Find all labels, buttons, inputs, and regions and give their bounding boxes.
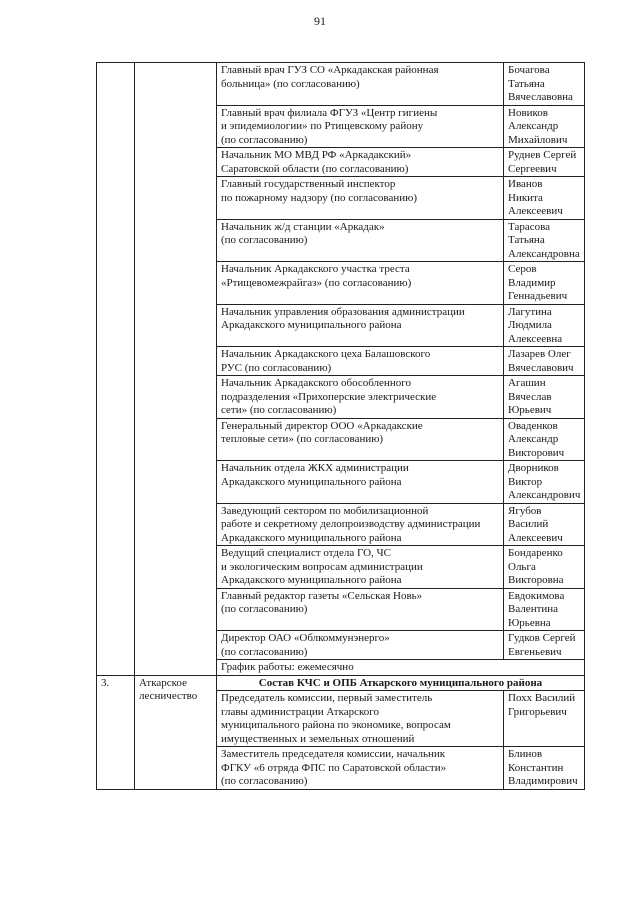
member-position: Заместитель председателя комиссии, начальник ФГКУ «6 отряда ФПС по Саратовской области» (по согласованию)	[217, 747, 504, 790]
member-name: Ягубов Василий Алексеевич	[504, 503, 585, 546]
section-district: Аткарское лесничество	[135, 675, 217, 789]
member-position: Начальник управления образования администрации Аркадакского муниципального района	[217, 304, 504, 347]
member-name: Руднев Сергей Сергеевич	[504, 148, 585, 177]
member-name: Оваденков Александр Викторович	[504, 418, 585, 461]
member-position: Директор ОАО «Облкоммунэнерго» (по согласованию)	[217, 631, 504, 660]
member-position: Начальник Аркадакского обособленного подразделения «Прихоперские электрические сети» (по согласованию)	[217, 376, 504, 419]
member-position: Председатель комиссии, первый заместитель главы администрации Аткарского муниципального района по экономике, вопросам имущественных и земельных отношений	[217, 691, 504, 747]
member-position: Главный редактор газеты «Сельская Новь» (по согласованию)	[217, 588, 504, 631]
member-name: Похх Василий Григорьевич	[504, 691, 585, 747]
district-cell	[135, 63, 217, 676]
page-number: 91	[314, 14, 326, 28]
member-name: Евдокимова Валентина Юрьевна	[504, 588, 585, 631]
member-name: Блинов Константин Владимирович	[504, 747, 585, 790]
member-name: Новиков Александр Михайлович	[504, 105, 585, 148]
member-position: Начальник отдела ЖКХ администрации Аркадакского муниципального района	[217, 461, 504, 504]
member-name: Лагутина Людмила Алексеевна	[504, 304, 585, 347]
row-number-cell	[97, 63, 135, 676]
member-position: Главный врач ГУЗ СО «Аркадакская районная больница» (по согласованию)	[217, 63, 504, 106]
member-name: Гудков Сергей Евгеньевич	[504, 631, 585, 660]
member-name: Дворников Виктор Александрович	[504, 461, 585, 504]
member-position: Начальник ж/д станции «Аркадак» (по согласованию)	[217, 219, 504, 262]
member-name: Лазарев Олег Вячеславович	[504, 347, 585, 376]
member-position: Генеральный директор ООО «Аркадакские тепловые сети» (по согласованию)	[217, 418, 504, 461]
member-name: Бочагова Татьяна Вячеславовна	[504, 63, 585, 106]
section-title: Состав КЧС и ОПБ Аткарского муниципального района	[217, 675, 585, 691]
member-name: Серов Владимир Геннадьевич	[504, 262, 585, 305]
member-position: Заведующий сектором по мобилизационной работе и секретному делопроизводству администрации Аркадакского муниципального района	[217, 503, 504, 546]
section-row	[97, 675, 585, 691]
member-position: Ведущий специалист отдела ГО, ЧС и экологическим вопросам администрации Аркадакского муниципального района	[217, 546, 504, 589]
member-position: Главный врач филиала ФГУЗ «Центр гигиены и эпидемиологии» по Ртищевскому району (по согласованию)	[217, 105, 504, 148]
member-position: Начальник МО МВД РФ «Аркадакский» Саратовской области (по согласованию)	[217, 148, 504, 177]
member-name: Тарасова Татьяна Александровна	[504, 219, 585, 262]
section-number: 3.	[97, 675, 135, 789]
member-name: Агашин Вячеслав Юрьевич	[504, 376, 585, 419]
schedule-text: График работы: ежемесячно	[217, 660, 585, 676]
member-name: Бондаренко Ольга Викторовна	[504, 546, 585, 589]
member-position: Начальник Аркадакского участка треста «Ртищевомежрайгаз» (по согласованию)	[217, 262, 504, 305]
commission-table	[96, 62, 585, 790]
commission-table-body	[97, 63, 585, 790]
member-name: Иванов Никита Алексеевич	[504, 177, 585, 220]
member-position: Начальник Аркадакского цеха Балашовского РУС (по согласованию)	[217, 347, 504, 376]
member-position: Главный государственный инспектор по пожарному надзору (по согласованию)	[217, 177, 504, 220]
member-row	[97, 63, 585, 106]
